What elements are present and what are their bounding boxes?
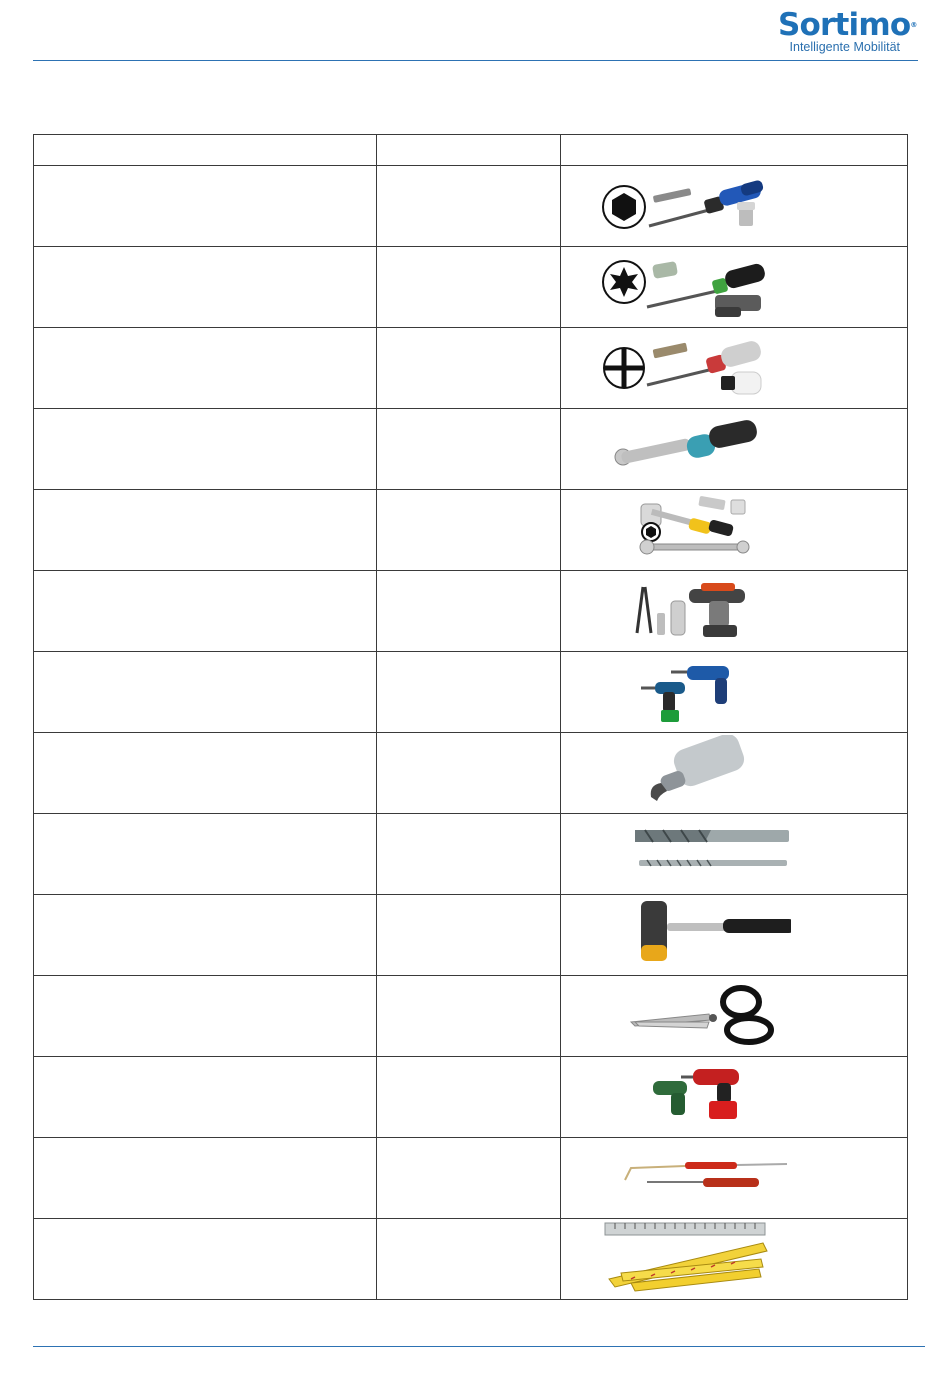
logo-tagline: Intelligente Mobilität: [789, 40, 900, 54]
wrench-socket-set-icon: [591, 492, 791, 568]
tool-name-cell: [34, 652, 377, 733]
tool-image-cell: [561, 247, 908, 328]
hex-screwdriver-set-icon: [591, 168, 791, 244]
footer-rule: [33, 1346, 925, 1347]
tool-image-cell: [561, 1057, 908, 1138]
tool-image-cell: [561, 1219, 908, 1300]
tool-info-cell: [377, 976, 561, 1057]
tool-name-cell: [34, 328, 377, 409]
tool-info-cell: [377, 571, 561, 652]
soft-face-hammer-icon: [591, 897, 791, 973]
tool-name-cell: [34, 895, 377, 976]
rivet-tool-set-icon: [591, 573, 791, 649]
registered-mark: ®: [910, 21, 917, 29]
table-row: [34, 1138, 908, 1219]
tool-table: [33, 134, 908, 1300]
tool-image-cell: [561, 166, 908, 247]
header-rule: [33, 60, 918, 61]
header-cell: [377, 135, 561, 166]
tool-image-cell: [561, 490, 908, 571]
table-row: [34, 571, 908, 652]
tool-info-cell: [377, 166, 561, 247]
tool-name-cell: [34, 1138, 377, 1219]
tool-image-cell: [561, 1138, 908, 1219]
tool-info-cell: [377, 247, 561, 328]
tool-info-cell: [377, 1057, 561, 1138]
tool-image-cell: [561, 652, 908, 733]
tool-image-cell: [561, 733, 908, 814]
torx-screwdriver-set-icon: [591, 249, 791, 325]
tool-name-cell: [34, 571, 377, 652]
table-header-row: [34, 135, 908, 166]
tool-info-cell: [377, 733, 561, 814]
tool-info-cell: [377, 490, 561, 571]
header-cell: [561, 135, 908, 166]
tool-name-cell: [34, 976, 377, 1057]
tool-info-cell: [377, 814, 561, 895]
drill-bits-icon: [591, 816, 791, 892]
scriber-pick-set-icon: [591, 1140, 791, 1216]
tool-info-cell: [377, 652, 561, 733]
table-row: [34, 652, 908, 733]
tool-image-cell: [561, 328, 908, 409]
phillips-screwdriver-set-icon: [591, 330, 791, 406]
tool-name-cell: [34, 814, 377, 895]
table-row: [34, 814, 908, 895]
tool-name-cell: [34, 166, 377, 247]
tool-info-cell: [377, 895, 561, 976]
table-row: [34, 976, 908, 1057]
header-cell: [34, 135, 377, 166]
tool-name-cell: [34, 409, 377, 490]
tool-info-cell: [377, 409, 561, 490]
tool-name-cell: [34, 1219, 377, 1300]
tool-image-cell: [561, 571, 908, 652]
pipe-deburrer-icon: [591, 735, 791, 811]
scissors-icon: [591, 978, 791, 1054]
table-row: [34, 166, 908, 247]
cordless-screwdrivers-icon: [591, 1059, 791, 1135]
table-row: [34, 247, 908, 328]
tool-name-cell: [34, 490, 377, 571]
table-row: [34, 895, 908, 976]
table-row: [34, 328, 908, 409]
table-row: [34, 1219, 908, 1300]
table-row: [34, 490, 908, 571]
drill-set-icon: [591, 654, 791, 730]
ruler-folding-rule-icon: [591, 1221, 791, 1297]
tool-image-cell: [561, 814, 908, 895]
tool-name-cell: [34, 733, 377, 814]
tool-image-cell: [561, 895, 908, 976]
torque-wrench-icon: [591, 411, 791, 487]
tool-info-cell: [377, 1138, 561, 1219]
tool-name-cell: [34, 247, 377, 328]
sortimo-logo: [778, 7, 917, 54]
tool-image-cell: [561, 409, 908, 490]
table-row: [34, 409, 908, 490]
tool-info-cell: [377, 1219, 561, 1300]
logo-wordmark: Sortimo: [778, 7, 911, 43]
tool-name-cell: [34, 1057, 377, 1138]
tool-image-cell: [561, 976, 908, 1057]
tool-info-cell: [377, 328, 561, 409]
table-row: [34, 733, 908, 814]
table-row: [34, 1057, 908, 1138]
